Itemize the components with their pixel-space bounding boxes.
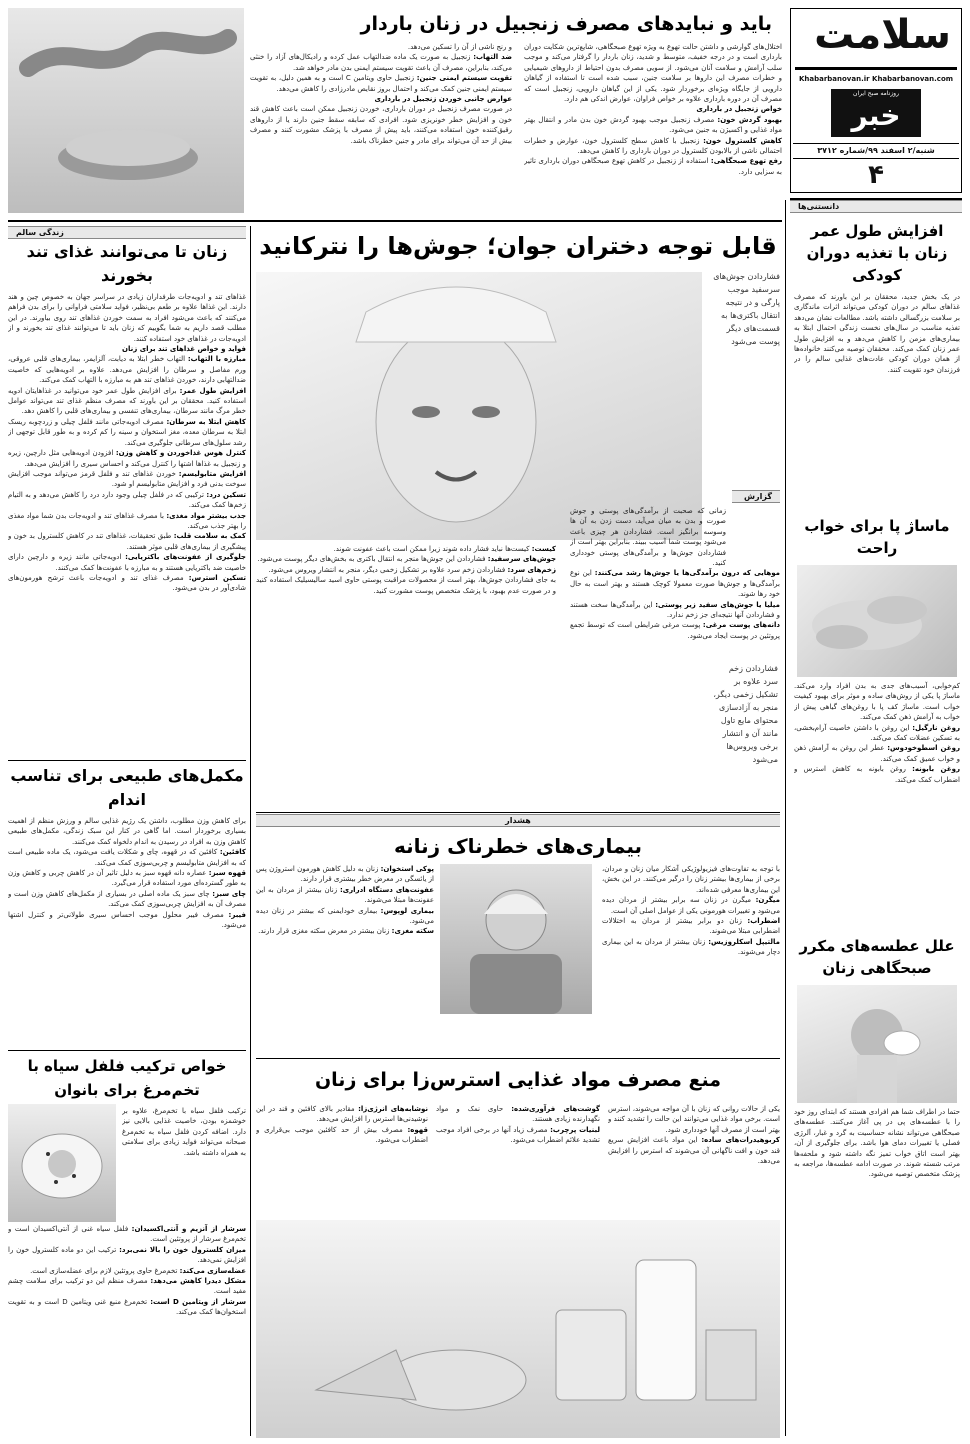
dis-t4: زنان بیشتر از مردان به این عفونت‌ها مبتلا می‌شوند. <box>256 885 434 905</box>
dis-k3: پوکی استخوان: <box>380 865 434 873</box>
a3-t4: تخم‌مرغ منبع غنی ویتامین D است و به تقویت استخوان‌ها کمک می‌کند. <box>8 1297 246 1317</box>
ginger-photo <box>8 8 244 213</box>
top-col1-t2: زنجبیل با کاهش سطح کلسترول خون، عوارض و خطرات احتمالی ناشی از بالابودن کلسترول در دوران بارداری را کاهش می‌دهد. <box>524 136 782 156</box>
logo-sub: روزنامه صبح ایران <box>853 90 899 97</box>
r2-t1: عطر این روغن به آرامش ذهن و خواب عمیق کمک می‌کند. <box>794 744 960 763</box>
st-k2: لبنیات پرچرب: <box>550 1125 600 1134</box>
a1-t2: مصرف ادویه‌جاتی مانند فلفل چیلی و زردچوبه ریسک ابتلا به سرطان معده، مغز استخوان و سینه را کم کرده و به طور قابل توجهی از رشد سلول‌های سرطانی جلوگیری می‌کند. <box>8 417 246 447</box>
a1-k8: جلوگیری از عفونت‌های باکتریایی: <box>125 553 246 562</box>
acne-t0: این نوع برآمدگی‌ها و جوش‌ها صورت معمولا کوچک هستند و بهتر است به حال خود رها شوند. <box>570 569 780 599</box>
top-col-1 <box>524 42 782 212</box>
diseases-col-2 <box>256 864 434 1048</box>
a2-t3: مصرف فیبر محلول موجب احساس سیری طولانی‌تر و کنترل اشتها می‌شود. <box>8 910 246 930</box>
acne-caption-2: فشاردادن زخم سرد علاوه بر تشکیل زخمی دیگر، منجر به آزادسازی محتوای مایع تاول مانند آن و انتشار برخی ویروس‌ها می‌شود <box>713 664 778 764</box>
r2-t2: روغن بابونه به کاهش استرس و اضطراب کمک می‌کند. <box>794 765 960 784</box>
a1-k9: تسکین استرس: <box>188 573 246 582</box>
dis-k6: سکته مغزی: <box>391 927 434 936</box>
stress-article <box>256 1064 780 1438</box>
acne-t5: فشاردادن زخم سرد علاوه بر تشکیل زخمی دیگر، منجر به انتشار ویروس می‌شود. <box>268 565 506 574</box>
ginger-icon <box>8 8 244 213</box>
top-col2-t3: در صورت مصرف زنجبیل در دوران بارداری، خوردن زنجبیل ممکن است باعث کاهش قند خون و افزایش خطر خونریزی شود. افرادی که سابقه سقط جنین دارند یا از داروهای رقیق‌کننده خون استفاده می‌کنند، باید پیش از مصرف با پزشک مشورت کنند و مصرف بیش از حد آن می‌تواند برای مادر و جنین خطرناک باشد. <box>250 105 512 145</box>
dis-t5: بیماری خودایمنی که بیشتر در زنان دیده می‌شود. <box>256 906 434 926</box>
a3-t3: مصرف منظم این دو ترکیب برای سلامت چشم مفید است. <box>8 1277 246 1296</box>
logo-text: خبر <box>851 99 901 132</box>
top-article-title: باید و نبایدهای مصرف زنجبیل در زنان باردار <box>360 13 772 35</box>
r1-text: در یک بخش جدید، محققان بر این باورند که مصرف غذاهای سالم در دوران کودکی می‌تواند اثرات ماندگاری بر سلامت بزرگسالی داشته باشد. مطالعات نشان می‌دهد تغذیه مناسب در سال‌های نخست زندگی احتمال ابتلا به بیماری‌های مزمن را کاهش می‌دهد و به افزایش طول عمر زنان کمک می‌کند. محققان توصیه می‌کنند خانواده‌ها از همان دوران کودکی عادت‌های غذایی سالم را در فرزندان خود تقویت کنند. <box>794 293 960 374</box>
diseases-title: بیماری‌های خطرناک زنانه <box>393 834 643 858</box>
a1-k3: کنترل هوس غذاخوردن و کاهش وزن: <box>115 449 246 458</box>
a2-k1: قهوه سبز: <box>208 869 246 878</box>
acne-k1: میلیا یا جوش‌های سفید زیر پوستی: <box>655 600 780 609</box>
top-col2-k2: تقویت سیستم ایمنی جنین: <box>416 74 512 83</box>
acne-k4: جوش‌های سرسفید: <box>487 555 556 564</box>
dis-t1: زنان دو برابر بیشتر از مردان به اختلالات اضطرابی مبتلا می‌شوند. <box>602 917 780 936</box>
left-rail-tag: زندگی سالم <box>8 226 246 239</box>
a1-k0: مبارزه با التهاب: <box>187 355 246 364</box>
r2-text: کم‌خوابی، آسیب‌های جدی به بدن افراد وارد می‌کند. ماساژ پا یکی از روش‌های ساده و موثر برای بهبود کیفیت خواب است. ماساژ کف پا با روغن‌های گیاهی پیش از خواب به آرامش ذهن کمک می‌کند. <box>794 682 960 722</box>
acne-title: قابل توجه دختران جوان؛ جوش‌ها را نترکانید <box>259 232 777 260</box>
top-col-2 <box>250 42 512 212</box>
stress-col-2 <box>436 1104 600 1214</box>
warning-tag: هشدار <box>256 814 780 827</box>
right-rail-tag: دانستنی‌ها <box>790 200 962 213</box>
acne-col-2 <box>256 544 556 806</box>
acne-article <box>256 226 780 806</box>
dairy-icon <box>256 1220 780 1438</box>
r2-k1: روغن اسطوخودوس: <box>887 744 960 753</box>
dis-t3: زنان به دلیل کاهش هورمون استروژن پس از یائسگی در معرض خطر بیشتری قرار دارند. <box>256 865 434 884</box>
top-col1-intro: اختلال‌های گوارشی و داشتن حالت تهوع به ویژه تهوع صبحگاهی، شایع‌ترین شکایت دوران بارداری است و در درجه خفیف، متوسط و شدید، زنان باردار را گرفتار می‌کند و موجب سلب آرامش و سلامت آنان می‌شود. از سویی مصرف بدون احتیاط از داروهای شیمیایی و خطرات مصرف این داروها بر سلامت جنین، سبب شده است تا استفاده از گیاهان دارویی از جایگاه ویژه‌ای برخوردار شود. یکی از این گیاهان دارویی، زنجبیل است که مصرف آن در دوره بارداری علاوه بر خواص فراوان، عوارض اندکی هم دارد. <box>524 43 782 104</box>
diseases-intro: با توجه به تفاوت‌های فیزیولوژیکی آشکار میان زنان و مردان، برخی از بیماری‌ها بیشتر زنان را درگیر می‌کنند. در این بخش، این بیماری‌ها معرفی شده‌اند. <box>602 865 780 894</box>
a1-k6: جذب بیشتر مواد مغذی: <box>166 511 246 520</box>
r2-k2: روغن بابونه: <box>912 765 960 774</box>
st-k1: گوشت‌های فرآوری‌شده: <box>511 1105 600 1113</box>
r3-text: حتما در اطراف شما هم افرادی هستند که ابتدای روز خود را با عطسه‌های پی در پی آغاز می‌کنند. عطسه‌های صبحگاهی می‌تواند نشانه حساسیت به گرد و غبار، آلرژی فصلی یا تغییرات دمای هوا باشد. برای جلوگیری از آن، بهتر است اتاق خواب تمیز نگه داشته شود و ملحفه‌ها مرتب شسته شوند. در صورت ادامه عطسه‌ها، مراجعه به پزشک متخصص توصیه می‌شود. <box>794 1108 960 1179</box>
acne-intro: زمانی که صحبت از برآمدگی‌های پوستی و جوش صورت و بدن به میان می‌آید، دست زدن به آن ها وسوسه برانگیز است. فشاردادن هر چیزی باعث می‌شود پوست شما آسیب ببیند. بنابراین بهتر است از فشاردادن جوش‌ها و برآمدگی‌های پوستی خودداری کنید. <box>570 507 726 568</box>
a2-title: مکمل‌های طبیعی برای تناسب اندام <box>10 766 244 809</box>
sneezing-woman-photo <box>797 985 957 1103</box>
a2-t1: عصاره دانه قهوه سبز به دلیل تاثیر آن در کاهش چربی و کاهش وزن به طور گسترده‌ای مورد استفاده قرار می‌گیرد. <box>8 869 246 888</box>
a2-k2: چای سبز: <box>212 889 246 898</box>
st-t4: مصرف بیش از حد کافئین موجب بی‌قراری و اضطراب می‌شود. <box>256 1125 428 1145</box>
egg-pepper-photo <box>8 1104 116 1222</box>
st-t1: حاوی نمک و مواد نگهدارنده زیادی هستند. <box>436 1105 600 1124</box>
diseases-article <box>256 830 780 1048</box>
older-woman-icon <box>440 864 592 1014</box>
section-title: سلامت <box>814 12 951 58</box>
r1-title: افزایش طول عمر زنان با تغذیه دوران کودکی <box>806 222 948 284</box>
dis-k2: مالتیپل اسکلروزیس: <box>708 937 780 946</box>
page-number: ۴ <box>868 160 884 190</box>
left-article-1 <box>8 240 246 735</box>
a1-k7: کمک به سلامت قلب: <box>173 532 246 541</box>
left-article-3 <box>8 1054 246 1440</box>
a3-title: خواص ترکیب فلفل سیاه با تخم‌مرغ برای بانوان <box>27 1057 227 1099</box>
a3-t1: ترکیب این دو ماده کلسترول خون را افزایش نمی‌دهد. <box>8 1245 246 1265</box>
r3-title: علل عطسه‌های مکرر صبحگاهی زنان <box>799 937 955 977</box>
older-woman-photo <box>440 864 592 1014</box>
top-col1-k1: بهبود گردش خون: <box>717 115 782 124</box>
dairy-foods-photo <box>256 1220 780 1438</box>
r2-t0: این روغن با داشتن خاصیت آرام‌بخشی، به تسکین عضلات کمک می‌کند. <box>794 723 960 743</box>
dis-t6: زنان بیشتر در معرض سکته مغزی قرار دارند. <box>258 927 390 936</box>
a3-intro: ترکیب فلفل سیاه با تخم‌مرغ، علاوه بر خوشمزه بودن، خاصیت غذایی بالایی نیز دارد. اضافه کردن فلفل سیاه به تخم‌مرغ صبحانه می‌تواند فواید زیادی برای سلامتی به همراه داشته باشد. <box>122 1107 246 1157</box>
a2-t2: چای سبز یک ماده اصلی در بسیاری از مکمل‌های کاهش وزن است و مصرف آن به افزایش چربی‌سوزی کمک می‌کند. <box>8 889 246 909</box>
a1-intro: غذاهای تند و ادویه‌جات طرفداران زیادی در سراسر جهان به خصوص چین و هند دارند. این غذاها علاوه بر طعم بی‌نظیر، فواید سلامتی فراوانی را برای بدن فراهم می‌کنند که باعث می‌شود افراد به سمت خوردن غذاهای تند روی بیاورند. در این مطلب قصد داریم به شما بگوییم که زنان باید تا می‌توانند غذای تند بخورند و از ادویه‌جات در غذاهای خود استفاده کنند. <box>8 293 246 343</box>
a2-k0: کافئین: <box>219 848 246 857</box>
top-col1-k2: کاهش کلسترول خون: <box>703 136 782 145</box>
dis-t0: میگرن در زنان سه برابر بیشتر از مردان دیده می‌شود و تغییرات هورمونی یکی از عوامل اصلی آن است. <box>602 896 780 915</box>
acne-k0: موهایی که درون برآمدگی‌ها یا جوش‌ها رشد می‌کنند: <box>594 569 780 578</box>
stress-col-3 <box>256 1104 428 1214</box>
acne-t4: فشاردادن این جوش‌ها منجر به انتقال باکتری به بخش‌های دیگر پوست می‌شود. <box>257 555 486 564</box>
masthead <box>790 8 962 193</box>
acne-t3: کیست‌ها نباید فشار داده شوند زیرا ممکن است باعث عفونت شوند. <box>333 545 530 553</box>
stress-col-1 <box>608 1104 780 1214</box>
right-article-2 <box>794 515 960 920</box>
right-article-3 <box>794 935 960 1440</box>
st-t3: مقادیر بالای کافئین و قند در این نوشیدنی‌ها استرس را افزایش می‌دهد. <box>256 1105 428 1124</box>
woman-sneezing-icon <box>797 985 957 1103</box>
acne-caption-1: فشاردادن جوش‌های سرسفید موجب پارگی و در نتیجه انتقال باکتری‌ها به قسمت‌های دیگر پوست می‌شود <box>713 272 780 346</box>
top-col2-t2: زنجبیل حاوی ویتامین C است و به همین دلیل، به تقویت سیستم ایمنی جنین کمک می‌کند و احتمال بروز نقایص مادرزادی را کاهش می‌دهد. <box>250 74 512 93</box>
top-col1-h1: خواص زنجبیل در بارداری <box>696 105 782 114</box>
r2-k0: روغن نارگیل: <box>912 723 960 732</box>
top-col2-t1: زنجبیل به صورت یک ماده ضدالتهاب عمل کرده و رادیکال‌های آزاد را خنثی می‌کند، بنابراین، مصرف آن باعث تقویت سیستم ایمنی بدن مادر خواهد شد. <box>250 53 512 72</box>
a1-sub: فواید و خواص غذاهای تند برای زنان <box>122 345 246 354</box>
acne-k5: زخم‌های سرد: <box>507 565 556 574</box>
diseases-col-1 <box>602 864 780 1048</box>
woman-face-icon <box>256 272 702 540</box>
a1-t5: ترکیبی که در فلفل چیلی وجود دارد درد را کاهش می‌دهد و به التیام زخم‌ها کمک می‌کند. <box>8 490 246 510</box>
dis-k5: بیماری لوپوس: <box>380 906 434 915</box>
st-t2: مصرف زیاد آنها در برخی افراد موجب تشدید علائم اضطراب می‌شود. <box>436 1125 600 1145</box>
left-article-2 <box>8 764 246 1046</box>
top-col2-k1: ضد التهاب: <box>473 53 512 62</box>
top-article <box>250 10 782 212</box>
a1-t7: طبق تحقیقات، غذاهای تند در کاهش کلسترول بد خون و پیشگیری از بیماری‌های قلبی موثر هستند. <box>8 532 246 551</box>
top-col1-k3: رفع تهوع صبحگاهی: <box>710 157 782 166</box>
dis-k1: اضطراب: <box>747 917 780 926</box>
acne-k3: کیست: <box>531 545 556 553</box>
r2-title: ماساژ پا برای خواب راحت <box>804 517 950 557</box>
top-col1-t1: مصرف زنجبیل موجب بهبود گردش خون بدن مادر و انتقال بهتر مواد غذایی و اکسیژن به جنین می‌شود. <box>524 115 782 135</box>
logo <box>831 89 921 137</box>
a3-k4: سرشار از ویتامین D است: <box>150 1297 246 1306</box>
stress-intro: یکی از حالات روانی که زنان با آن مواجه می‌شوند، استرس است. برخی مواد غذایی می‌توانند این حالت را تشدید کنند و بهتر است از مصرف آنها خودداری شود. <box>608 1105 780 1134</box>
a3-k0: سرشار از آنزیم و آنتی‌اکسیدان: <box>131 1225 246 1233</box>
a1-k4: افزایش متابولیسم: <box>178 469 246 478</box>
acne-t1: این برآمدگی‌ها سخت هستند و فشاردادن آنها نتیجه‌ای جز زخم ندارد. <box>570 600 780 620</box>
dis-k0: میگرن: <box>755 896 780 905</box>
woman-face-photo <box>256 272 702 540</box>
a3-k3: مشکل دیدرا کاهش می‌دهد: <box>150 1277 246 1286</box>
st-k4: قهوه: <box>407 1125 428 1134</box>
a1-t8: ادویه‌جاتی مانند زیره و دارچین دارای خاصیت ضد باکتریایی هستند و به مبارزه با عفونت‌ها کمک می‌کنند. <box>8 553 246 572</box>
st-t0: این مواد باعث افزایش سریع قند خون و افت ناگهانی آن می‌شوند که استرس را افزایش می‌دهد. <box>608 1136 780 1166</box>
a1-t9: مصرف غذای تند و ادویه‌جات باعث ترشح هورمون‌های شادی‌آور در بدن می‌شود. <box>8 573 246 593</box>
top-col2-h2: عوارض جانبی خوردن زنجبیل در بارداری <box>374 95 512 104</box>
a1-k5: تسکین درد: <box>206 490 246 499</box>
a1-t0: التهاب خطر ابتلا به دیابت، آلزایمر، بیماری‌های قلبی عروقی، ورم مفاصل و سرطان را افزایش می‌دهد. علاوه بر ادویه‌هایی که خاصیت ضدالتهابی دارند، خوردن غذاهای تند هم به مبارزه با التهاب کمک می‌کند. <box>8 355 246 385</box>
a1-k2: کاهش ابتلا به سرطان: <box>166 417 246 426</box>
acne-k2: دانه‌های پوست مرغی: <box>702 621 780 630</box>
right-article-1 <box>794 220 960 520</box>
st-k3: نوشابه‌های انرژی‌زا: <box>358 1105 428 1113</box>
a1-t6: با مصرف غذاهای تند و ادویه‌جات بدن شما مواد مغذی را بهتر جذب می‌کند. <box>8 511 246 530</box>
dis-t2: زنان بیشتر از مردان به این بیماری دچار می‌شوند. <box>602 937 780 957</box>
top-col2-intro: و رنج ناشی از آن را تسکین می‌دهد. <box>407 43 512 51</box>
site-url: Khabarbanovan.ir Khabarbanovan.com <box>798 75 954 83</box>
a3-k2: عضله‌سازی می‌کند: <box>179 1266 246 1275</box>
stress-title: منع مصرف مواد غذایی استرس‌زا برای زنان <box>314 1069 722 1091</box>
a2-intro: برای کاهش وزن مطلوب، داشتن یک رژیم غذایی سالم و ورزش منظم از اهمیت بسیاری برخوردار است. اما گاهی در کنار این سبک زندگی، مکمل‌های طبیعی کاهش وزن به افراد در رسیدن به اندام دلخواه کمک می‌کنند. <box>8 817 246 846</box>
a1-t4: خوردن غذاهای تند و فلفل قرمز می‌تواند موجب افزایش سوخت بدنی فرد و افزایش متابولیسم او شود. <box>8 469 246 489</box>
a3-t0: فلفل سیاه غنی از آنتی‌اکسیدان است و تخم‌مرغ سرشار از پروتئین است. <box>8 1225 246 1244</box>
a1-k1: افزایش طول عمر: <box>179 386 246 395</box>
a1-title: زنان تا می‌توانند غذای تند بخورند <box>26 242 228 285</box>
report-tag: گزارش <box>732 490 780 503</box>
a3-t2: تخم‌مرغ حاوی پروتئین لازم برای عضله‌سازی است. <box>30 1266 178 1275</box>
top-col1-t3: استفاده از زنجبیل در کاهش تهوع صبحگاهی دوران بارداری تاثیر به سزایی دارد. <box>524 157 782 176</box>
a1-t3: افزودن ادویه‌هایی مثل دارچین، زیره و زنجبیل به غذاها اشتها را کنترل می‌کند و احساس سیری را افزایش می‌دهد. <box>8 449 246 468</box>
acne-outro: به جای فشاردادن جوش‌ها، بهتر است از محصولات مراقبت پوستی حاوی اسید سالیسیلیک استفاده کنید و در صورت عدم بهبود، با پزشک متخصص پوست مشورت کنید. <box>256 576 556 595</box>
a2-k3: فیبر: <box>228 910 246 919</box>
acne-t2: پوست مرغی شرایطی است که توسط تجمع پروتئین در پوست ایجاد می‌شود. <box>570 621 780 640</box>
foot-massage-photo <box>797 565 957 677</box>
issue-line: شنبه/۲ اسفند ۹۹/شماره ۳۷۱۲ <box>793 143 959 159</box>
dis-k4: عفونت‌های دستگاه ادراری: <box>339 885 434 894</box>
egg-icon <box>8 1104 116 1222</box>
st-k0: کربوهیدرات‌های ساده: <box>701 1136 780 1145</box>
a2-t0: کافئین که در قهوه، چای و شکلات یافت می‌شود، یک ماده طبیعی است که به افزایش متابولیسم و چربی‌سوزی کمک می‌کند. <box>8 848 246 867</box>
hands-icon <box>797 565 957 677</box>
a3-k1: میزان کلسترول خون را بالا نمی‌برد: <box>119 1245 246 1254</box>
a1-t1: برای افزایش طول عمر خود می‌توانید در غذاهایتان ادویه استفاده کنید. محققان بر این باورند که مصرف منظم غذای تند می‌تواند عوامل خطر مرگ مانند سرطان، بیماری‌های تنفسی و بیماری‌های قلبی را کاهش دهد. <box>8 386 246 416</box>
